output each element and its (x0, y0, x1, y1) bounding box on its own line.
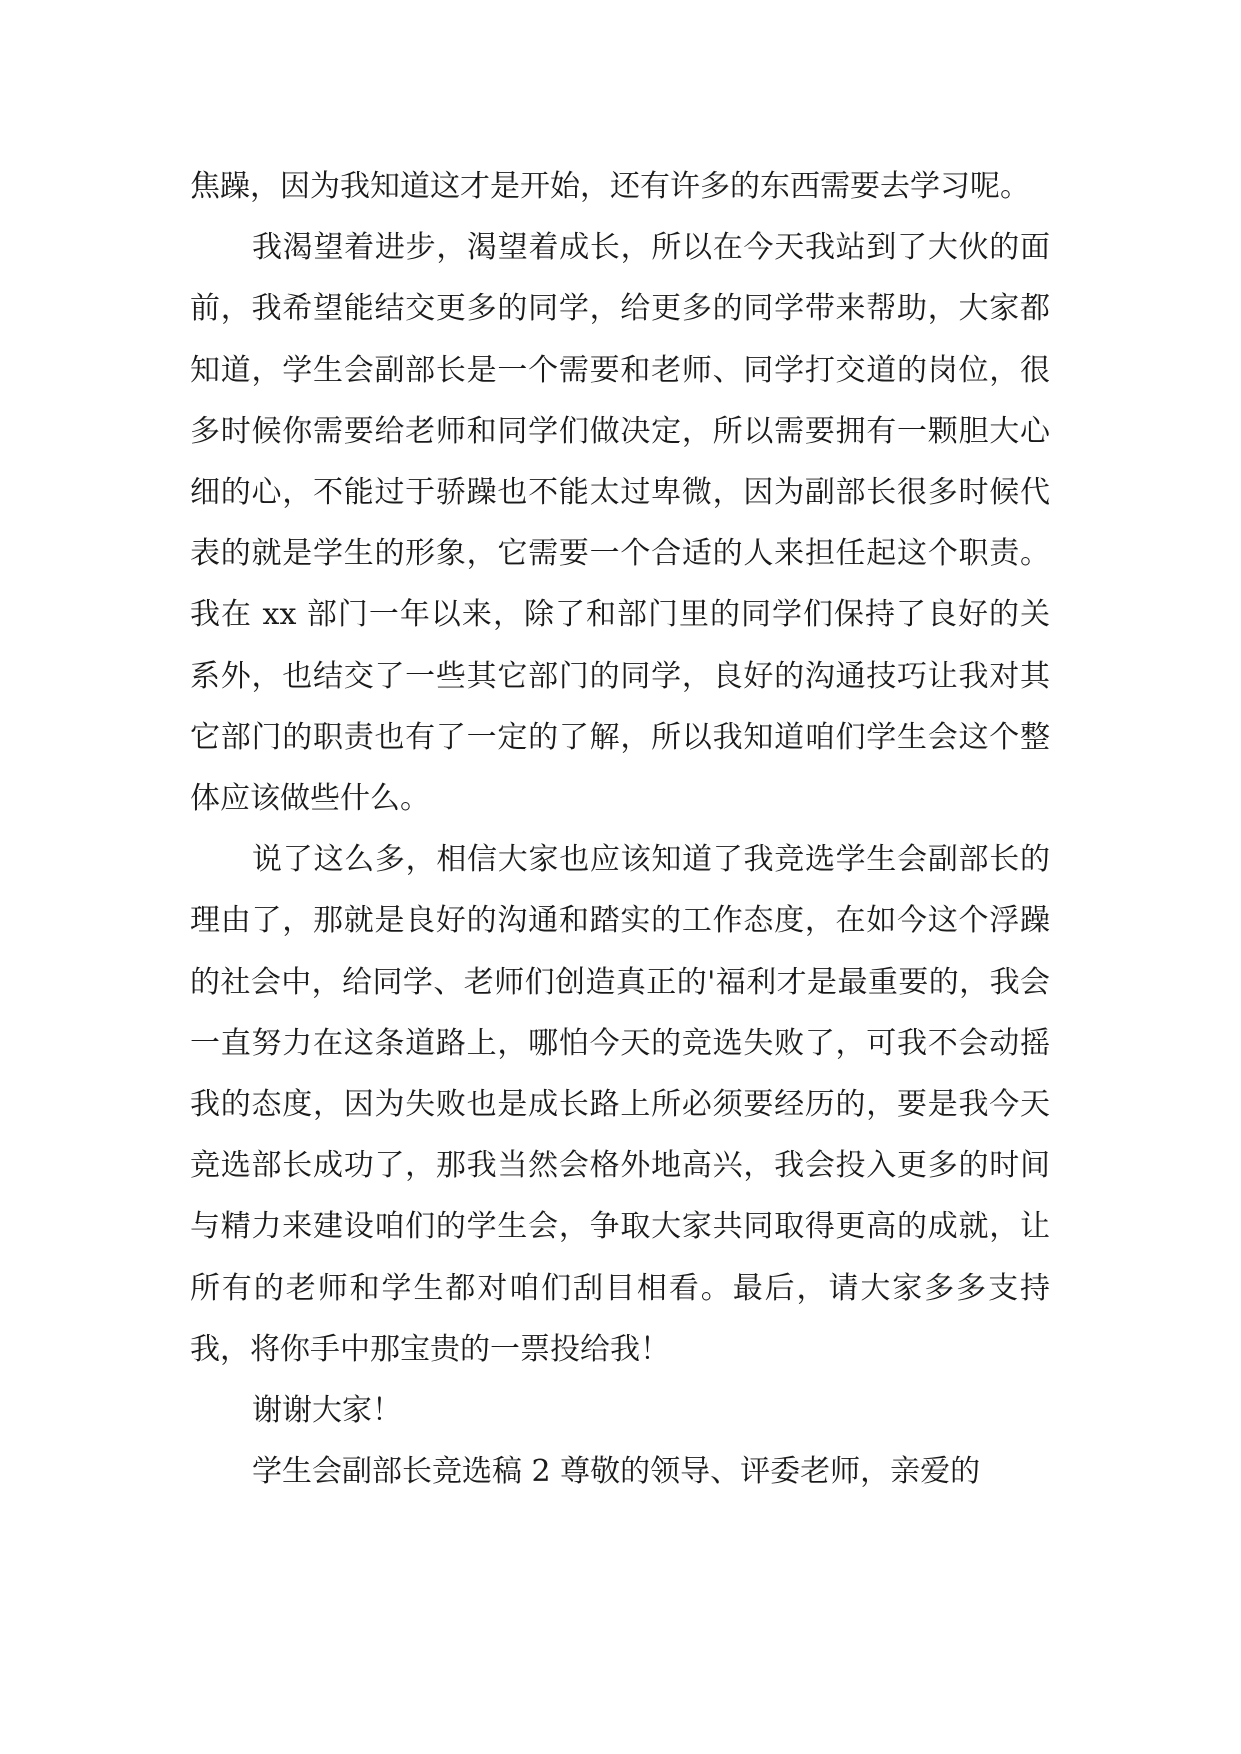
paragraph-reasons: 说了这么多，相信大家也应该知道了我竞选学生会副部长的理由了，那就是良好的沟通和踏实的工作态度，在如今这个浮躁的社会中，给同学、老师们创造真正的'福利才是最重要的，我会一直努力在这条道路上，哪怕今天的竞选失败了，可我不会动摇我的态度，因为失败也是成长路上所必须要经历的，要是我今天竞选部长成功了，那我当然会格外地高兴，我会投入更多的时间与精力来建设咱们的学生会，争取大家共同取得更高的成就，让所有的老师和学生都对咱们刮目相看。最后，请大家多多支持我，将你手中那宝贵的一票投给我！ (190, 842, 1050, 1367)
paragraph-thanks: 谢谢大家！ (252, 1393, 402, 1429)
paragraph-next-speech: 学生会副部长竞选稿 2 尊敬的领导、评委老师，亲爱的 (252, 1454, 981, 1490)
body-text (190, 156, 1050, 1502)
paragraph-aspiration: 我渴望着进步，渴望着成长，所以在今天我站到了大伙的面前，我希望能结交更多的同学，给更多的同学带来帮助，大家都知道，学生会副部长是一个需要和老师、同学打交道的岗位，很多时候你需要给老师和同学们做决定，所以需要拥有一颗胆大心细的心，不能过于骄躁也不能太过卑微，因为副部长很多时候代表的就是学生的形象，它需要一个合适的人来担任起这个职责。我在 xx 部门一年以来，除了和部门里的同学们保持了良好的关系外，也结交了一些其它部门的同学，良好的沟通技巧让我对其它部门的职责也有了一定的了解，所以我知道咱们学生会这个整体应该做些什么。 (190, 230, 1050, 817)
paragraph-continuation: 焦躁，因为我知道这才是开始，还有许多的东西需要去学习呢。 (190, 169, 1030, 204)
